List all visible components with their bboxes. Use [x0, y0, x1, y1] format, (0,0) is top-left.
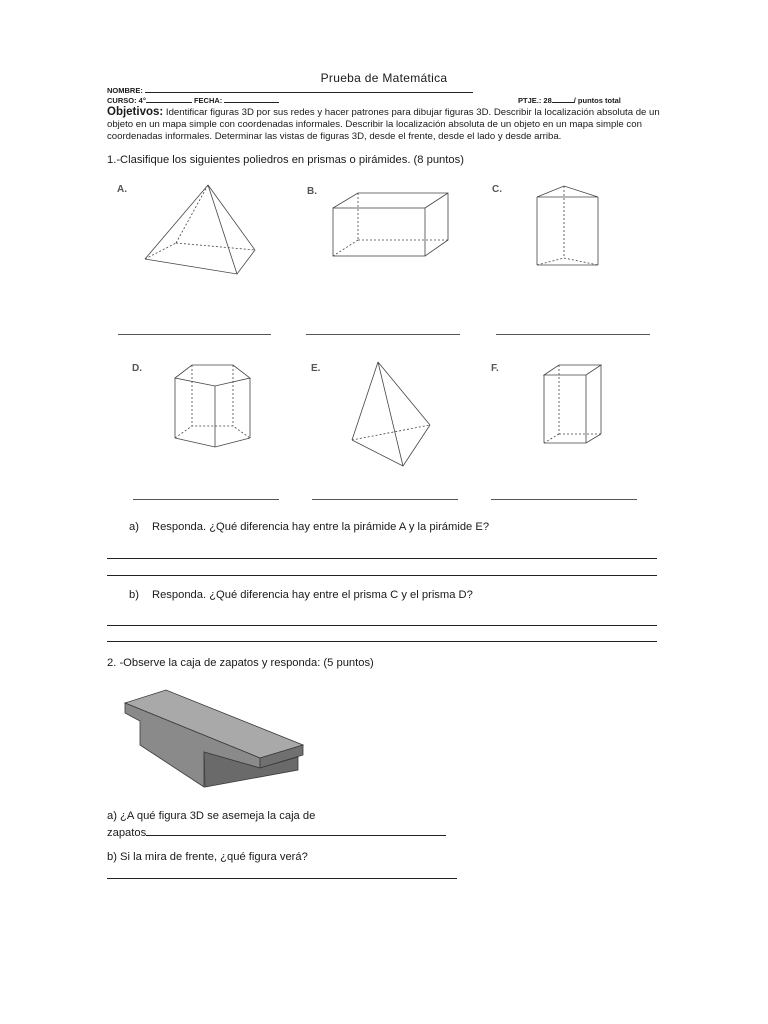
figure-d-label: D. [132, 363, 142, 374]
objectives-text: Identificar figuras 3D por sus redes y hacer patrones para dibujar figuras 3D. Describir la localización absoluta de un objeto en un mapa simple con coordenadas informales. Describir la localización absoluta de un objeto en un mapa simple con coordenadas informales. Determinar las vistas de figuras 3D, desde el frente, desde el lado y desde arriba. [107, 107, 660, 143]
question-2a-word: zapatos [107, 827, 147, 839]
nombre-label: NOMBRE: [107, 86, 143, 95]
question-1b-letter: b) [129, 589, 139, 601]
objectives-label: Objetivos: [107, 106, 164, 118]
fecha-label: FECHA: [193, 96, 223, 105]
figure-a-label: A. [117, 184, 127, 195]
question-1-title: 1.-Clasifique los siguientes poliedros en prismas o pirámides. (8 puntos) [107, 154, 464, 166]
answer-line-d[interactable] [133, 499, 279, 500]
answer-line-c[interactable] [496, 334, 650, 335]
square-pyramid-figure [145, 185, 255, 274]
answer-line-1a-2[interactable] [107, 575, 657, 576]
question-2a-line1: a) ¿A qué figura 3D se asemeja la caja de [107, 810, 316, 822]
curso-label: CURSO: 4° [107, 96, 146, 105]
tall-rectangular-prism-figure [544, 365, 601, 443]
question-2-title: 2. -Observe la caja de zapatos y responda: (5 puntos) [107, 657, 374, 669]
question-1a-text: Responda. ¿Qué diferencia hay entre la pirámide A y la pirámide E? [152, 521, 490, 533]
answer-line-f[interactable] [491, 499, 637, 500]
ptje-label: PTJE.: 28 [518, 96, 552, 105]
answer-line-b[interactable] [306, 334, 460, 335]
shoe-box-figure [125, 690, 303, 787]
answer-line-2b[interactable] [107, 878, 457, 879]
question-2a-line2 [107, 826, 446, 839]
answer-line-1b-2[interactable] [107, 641, 657, 642]
question-1b-text: Responda. ¿Qué diferencia hay entre el prisma C y el prisma D? [152, 589, 473, 601]
answer-line-1a-1[interactable] [107, 558, 657, 559]
answer-line-1b-1[interactable] [107, 625, 657, 626]
question-2b-text: b) Si la mira de frente, ¿qué figura verá? [107, 851, 308, 863]
triangular-pyramid-figure [352, 362, 430, 466]
answer-line-e[interactable] [312, 499, 458, 500]
figure-f-label: F. [491, 363, 499, 374]
figure-e-label: E. [311, 363, 321, 374]
answer-line-a[interactable] [118, 334, 271, 335]
figure-c-label: C. [492, 184, 502, 195]
ptje-suffix: / puntos total [573, 96, 621, 105]
figure-b-label: B. [307, 186, 317, 197]
triangular-prism-figure [537, 186, 598, 265]
answer-line-2a[interactable] [146, 826, 446, 836]
question-1a-letter: a) [129, 521, 139, 533]
rectangular-prism-figure [333, 193, 448, 256]
page-title: Prueba de Matemática [320, 71, 448, 85]
pentagonal-prism-figure [175, 365, 250, 447]
